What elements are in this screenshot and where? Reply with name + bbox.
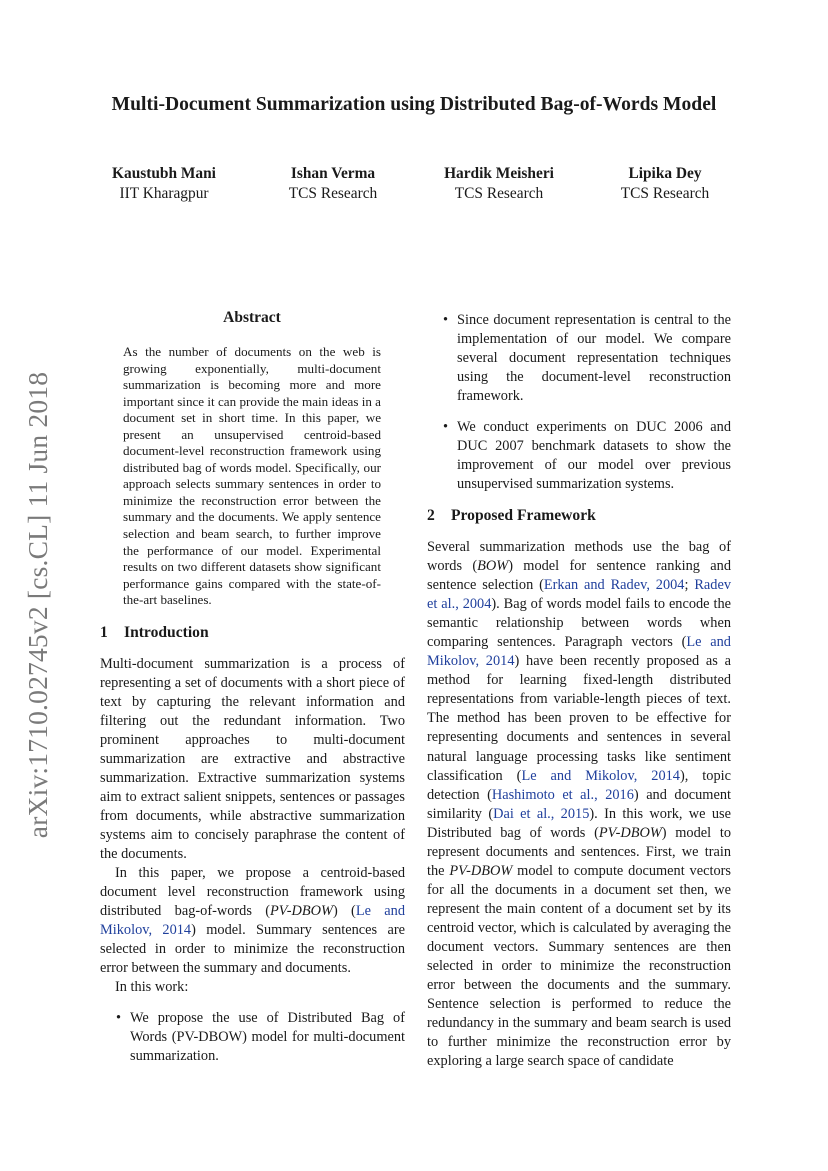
intro-paragraph-1: Multi-document summarization is a process of representing a set of documents with a short piece of text by capturing the relevant information and filtering out the redundant information. Two prominent approaches to multi-document summarization are extractive and abstractive summarization. Extractive summarization systems aim to extract salient snippets, sentences or passages from documents, while abstractive summarization systems aim to concisely paraphrase the content of the documents.: [100, 656, 405, 863]
text-run: ;: [684, 577, 695, 594]
text-run: model to compute document vectors for all the documents in a document set then, we represent the main content of a document set by its centroid vector, which is calculated by averaging the document vectors. Summary sentences are then selected in order to minimize the reconstruction error between the documents and the summary. Sentence selection is performed to reduce the redundancy in the summary and beam search is used to further minimize the reconstruction error by exploring a large search space of candidate: [427, 862, 731, 1070]
text-run: ) model for sentence ranking and sentence selection (: [427, 558, 731, 594]
list-item-text: We propose the use of Distributed Bag of Words (PV-DBOW) model for multi-document summarization.: [130, 1010, 405, 1065]
arxiv-identifier: arXiv:1710.02745v2 [cs.CL] 11 Jun 2018: [22, 371, 53, 839]
framework-paragraph: [427, 538, 731, 1071]
section-number: 2: [427, 507, 435, 524]
text-run: ) model. Summary sentences are selected in order to minimize the reconstruction error between the summary and documents.: [100, 922, 405, 977]
text-run: ). Bag of words model fails to encode the semantic relationship between words when comparing sentences. Paragraph vectors (: [427, 596, 731, 651]
section-heading-framework: [427, 507, 596, 525]
author-affiliation: IIT Kharagpur: [119, 185, 209, 202]
text-run: ). In this work, we use Distributed bag of words (: [427, 805, 731, 841]
text-run: ), topic detection (: [427, 767, 731, 803]
citation-link[interactable]: Erkan and Radev, 2004: [543, 577, 685, 594]
section-title: Introduction: [124, 624, 209, 641]
author-name: Kaustubh Mani: [112, 165, 216, 182]
text-run: Several summarization methods use the bag of words (: [427, 539, 731, 575]
text-run: ) (: [332, 903, 356, 920]
text-run: PV-DBOW: [598, 824, 662, 841]
abstract-heading: Abstract: [223, 309, 281, 326]
text-run: ) have been recently proposed as a method for learning fixed-length distributed representations from variable-length pieces of text. The method has been proven to be effective for representing documents and sentences in several natural language processing tasks like sentiment classification (: [427, 653, 731, 784]
text-run: ) model to represent documents and sentences. First, we train the: [427, 824, 731, 879]
citation-link[interactable]: Le and Mikolov, 2014: [521, 767, 680, 784]
citation-link[interactable]: Le and Mikolov, 2014: [100, 903, 405, 939]
bullet-icon: •: [443, 419, 449, 435]
author-block: [426, 164, 572, 204]
author-name: Hardik Meisheri: [444, 165, 554, 182]
paper-title: Multi-Document Summarization using Distributed Bag-of-Words Model: [111, 94, 717, 115]
list-item: [116, 1009, 405, 1066]
section-heading-introduction: [100, 624, 209, 642]
text-run: In this paper, we propose a centroid-based document level reconstruction framework using distributed bag-of-words (: [100, 865, 405, 920]
author-affiliation: TCS Research: [454, 185, 544, 202]
intro-paragraph-2: [100, 864, 405, 978]
list-item-text: Since document representation is central to the implementation of our model. We compare several document representation techniques using the document-level reconstruction framework.: [457, 312, 731, 405]
section-number: 1: [100, 624, 108, 641]
abstract-text: As the number of documents on the web is growing exponentially, multi-document summarization is becoming more and more important since it can provide the main ideas in a document set in short time. In this paper, we present an unsupervised centroid-based document-level reconstruction framework using distributed bag of words model. Specifically, our approach selects summary sentences in order to minimize the reconstruction error between the summary and the documents. We apply sentence selection and beam search, to further improve the performance of our model. Experimental results on two different datasets show significant performance gains compared with the state-of-the-art baselines.: [123, 344, 381, 608]
author-block: [598, 164, 732, 204]
bullet-icon: •: [443, 312, 449, 328]
citation-link[interactable]: Hashimoto et al., 2016: [491, 786, 634, 803]
author-affiliation: TCS Research: [288, 185, 378, 202]
author-name: Lipika Dey: [628, 165, 702, 182]
author-block: [264, 164, 402, 204]
list-item: [443, 311, 731, 406]
text-run: PV-DBOW: [449, 862, 513, 879]
author-affiliation: TCS Research: [620, 185, 710, 202]
citation-link[interactable]: Radev et al., 2004: [427, 577, 731, 613]
author-name: Ishan Verma: [290, 165, 376, 182]
citation-link[interactable]: Dai et al., 2015: [493, 805, 590, 822]
section-title: Proposed Framework: [451, 507, 596, 524]
text-run: ) and document similarity (: [427, 786, 731, 822]
bullet-icon: •: [116, 1010, 122, 1026]
citation-link[interactable]: Le and Mikolov, 2014: [427, 634, 731, 670]
list-item: [443, 418, 731, 494]
intro-paragraph-3: In this work:: [115, 979, 189, 995]
author-block: [96, 164, 232, 204]
text-run: PV-DBOW: [270, 903, 333, 920]
text-run: BOW: [477, 558, 509, 575]
list-item-text: We conduct experiments on DUC 2006 and DUC 2007 benchmark datasets to show the improvement of our model over previous unsupervised summarization systems.: [457, 419, 731, 493]
